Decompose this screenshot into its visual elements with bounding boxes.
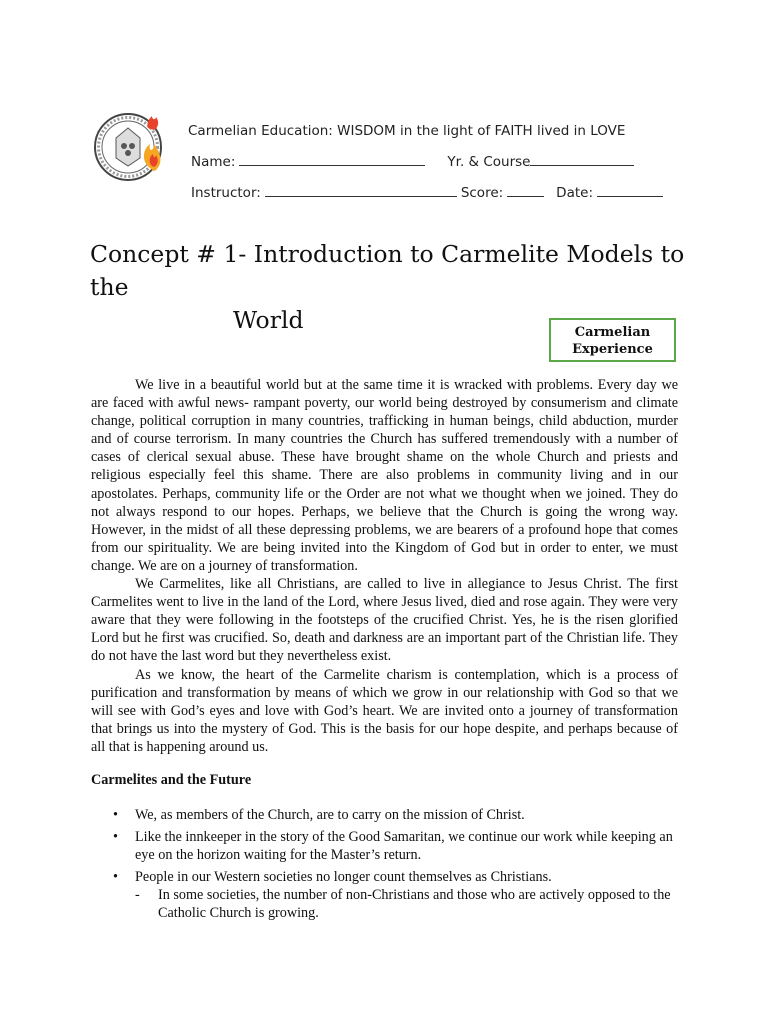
badge-line-1: Carmelian xyxy=(574,325,651,340)
instructor-field[interactable] xyxy=(265,183,457,197)
school-motto: Carmelian Education: WISDOM in the light of FAITH lived in LOVE xyxy=(188,123,626,139)
bullet-text: We, as members of the Church, are to carry on the mission of Christ. xyxy=(135,807,525,823)
bullet-text: Like the innkeeper in the story of the Good Samaritan, we continue our work while keeping an eye on the horizon waiting for the Master’s return. xyxy=(135,829,673,864)
instructor-label: Instructor: xyxy=(191,185,261,201)
paragraph-3: As we know, the heart of the Carmelite charism is contemplation, which is a process of purification and transformation by means of which we grow in our relationship with God so that we will see with God’s eyes and love with God’s heart. We are invited onto a journey of transformation that brings us into the mystery of God. This is the basis for our hope despite, and perhaps because of all that is happening around us. xyxy=(91,666,678,755)
paragraph-1: We live in a beautiful world but at the same time it is wracked with problems. Every day we are faced with awful news- rampant poverty, our world being destroyed by consumerism and climate change, political corruption in many countries, trafficking in human beings, child abduction, murder and of course terrorism. In many countries the Church has suffered tremendously with a number of cases of clerical sexual abuse. These have brought shame on the whole Church and priests and religious especially feel this shame. There are also problems in community living and in our apostolates. Perhaps, community life or the Order are not what we thought when we joined. They do not always respond to our hopes. Perhaps, we believe that the Church is going the wrong way. However, in the midst of all these depressing problems, we are bearers of a profound hope that comes from our spirituality. We are being invited into the Kingdom of God but in order to enter, we must change. We are on a journey of transformation. xyxy=(91,377,678,574)
date-label: Date: xyxy=(556,185,593,201)
score-label: Score: xyxy=(460,185,504,201)
carmelian-experience-badge xyxy=(549,318,676,362)
section-heading: Carmelites and the Future xyxy=(91,772,252,788)
bullet-icon: • xyxy=(113,869,118,886)
bullet-icon: • xyxy=(113,807,118,823)
list-item xyxy=(91,806,681,824)
date-field[interactable] xyxy=(597,183,663,197)
list-item xyxy=(91,868,681,886)
name-label: Name: xyxy=(191,154,236,170)
school-seal-icon xyxy=(88,108,180,186)
title-line-1: Concept # 1- Introduction to Carmelite Models to the xyxy=(90,240,685,301)
dash-icon: - xyxy=(135,887,140,904)
bullet-list xyxy=(91,806,681,923)
bullet-text: People in our Western societies no longer count themselves as Christians. xyxy=(135,869,552,886)
sub-bullet-text: In some societies, the number of non-Christians and those who are actively opposed to the Catholic Church is growing. xyxy=(158,887,671,922)
body-text xyxy=(91,376,678,756)
title-line-2: World xyxy=(233,306,304,334)
year-course-field[interactable] xyxy=(530,152,634,166)
header-row-name xyxy=(191,152,634,170)
bullet-icon: • xyxy=(113,829,118,846)
year-course-label: Yr. & Course xyxy=(447,154,531,170)
sub-list-item xyxy=(91,886,681,922)
list-item xyxy=(91,828,681,864)
name-field[interactable] xyxy=(239,152,425,166)
badge-line-2: Experience xyxy=(572,342,653,357)
header-row-instructor xyxy=(191,183,663,201)
score-field[interactable] xyxy=(507,183,544,197)
paragraph-2: We Carmelites, like all Christians, are called to live in allegiance to Jesus Christ. The first Carmelites went to live in the land of the Lord, where Jesus lived, died and rose again. They were very aware that they were following in the footsteps of the crucified Christ. Yes, he is the risen glorified Lord but he first was crucified. So, death and darkness are an important part of the Christian life. They do not have the last word but they nevertheless exist. xyxy=(91,576,678,665)
